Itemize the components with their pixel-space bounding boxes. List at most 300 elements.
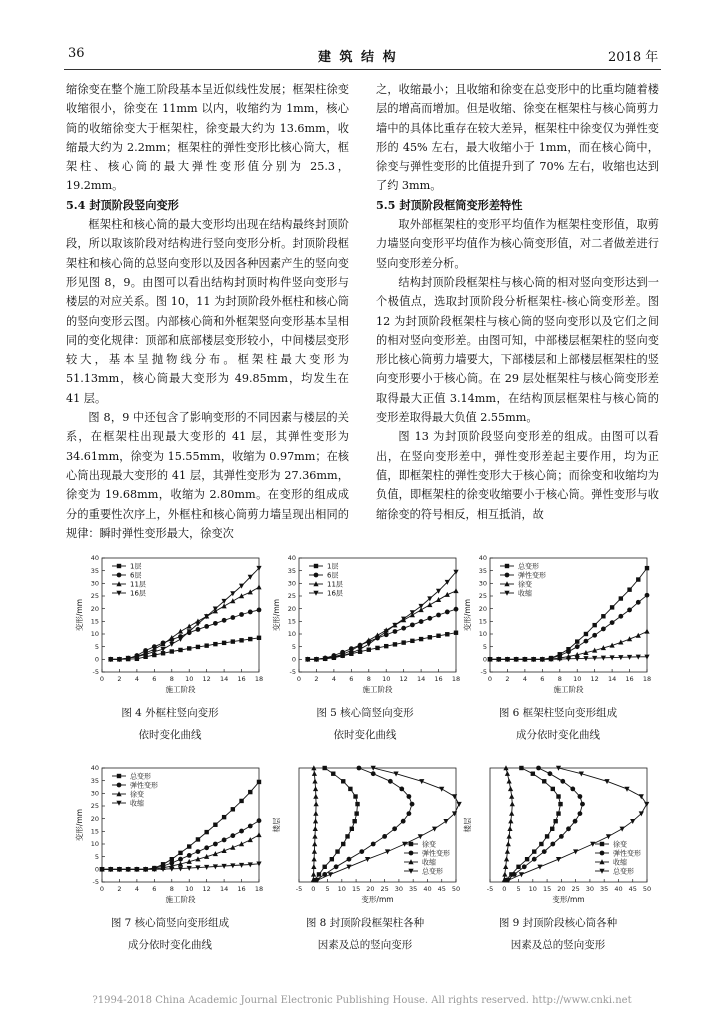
- data-point: [536, 766, 541, 771]
- figure-4-chart: [72, 550, 267, 700]
- x-tick-label: 4: [522, 675, 527, 683]
- y-tick-label: 10: [478, 630, 487, 639]
- data-point: [427, 616, 432, 621]
- x-tick-label: 40: [614, 885, 623, 893]
- x-tick-label: 18: [642, 675, 652, 683]
- x-tick-label: 25: [571, 885, 580, 893]
- y-tick-label: 40: [478, 554, 487, 563]
- series-line: [504, 768, 512, 880]
- data-point: [610, 605, 614, 609]
- y-axis-label: 变形/mm: [75, 598, 84, 632]
- figure-7-chart: [72, 760, 267, 910]
- x-tick-label: 6: [540, 675, 545, 683]
- y-tick-label: 35: [478, 566, 487, 575]
- x-tick-label: 2: [117, 675, 122, 683]
- data-point: [384, 644, 388, 648]
- paragraph: 缩徐变在整个施工阶段基本呈近似线性发展；框架柱徐变收缩很小，徐变在 11mm 以内，收缩约为 1mm，核心筒的收缩徐变大于框架柱，徐变最大约为 13.6mm，收缩最大约为 2.2mm；框架柱的弹性变形比核心筒大，框架柱、核心筒的最大弹性变形值分别为 25.3，19.2mm。: [66, 83, 349, 193]
- x-axis-label: 变形/mm: [552, 895, 585, 904]
- data-point: [187, 624, 192, 629]
- data-point: [610, 620, 615, 625]
- data-point: [312, 841, 317, 846]
- data-point: [314, 801, 319, 806]
- data-point: [601, 627, 606, 632]
- data-point: [366, 642, 371, 647]
- x-tick-label: 50: [451, 885, 461, 893]
- legend-label: 徐变: [518, 580, 532, 589]
- data-point: [312, 779, 317, 784]
- data-point: [222, 603, 227, 608]
- series-line: [111, 638, 259, 660]
- legend-marker: [117, 564, 121, 568]
- data-point: [231, 639, 235, 643]
- data-point: [196, 627, 201, 632]
- data-point: [170, 649, 174, 653]
- legend-marker: [505, 564, 509, 568]
- caption-line: 因素及总的竖向变形: [510, 939, 606, 951]
- data-point: [257, 818, 262, 823]
- data-point: [312, 771, 317, 776]
- data-point: [436, 613, 441, 618]
- x-tick-label: 30: [585, 885, 595, 893]
- x-axis-label: 施工阶段: [165, 685, 196, 694]
- data-point: [432, 827, 437, 832]
- data-point: [239, 612, 244, 617]
- data-point: [532, 849, 536, 853]
- y-tick-label: -5: [92, 668, 99, 677]
- data-point: [196, 837, 200, 841]
- y-tick-label: 20: [90, 604, 99, 613]
- data-point: [407, 794, 412, 799]
- caption-line: 图 9 封顶阶段核心筒各种: [498, 917, 618, 929]
- paragraph: 框架柱和核心筒的最大变形均出现在结构最终封顶阶段，所以取该阶段对结构进行竖向变形分析。封顶阶段框架柱和核心筒的总竖向变形以及因各种因素产生的竖向变形见图 8，9。由图可以看出结构封顶时构件竖向变形与楼层的对应关系。图 10，11 为封顶阶段外框柱和核心筒的竖向变形云图。内部核心筒和外框架竖向变形基本呈相同的变化规律：顶部和底部楼层变形较小，中间楼层变形较大，基本呈抛物线分布。框架柱最大变形为 51.13mm，核心筒最大变形为 49.85mm，均发生在 41 层。: [66, 218, 349, 405]
- data-point: [439, 787, 444, 792]
- figure-4-caption: [70, 702, 270, 746]
- x-tick-label: -5: [486, 885, 494, 893]
- data-point: [311, 872, 316, 877]
- y-axis-label: 变形/mm: [75, 808, 84, 842]
- data-point: [239, 638, 243, 642]
- legend-label: 收缩: [518, 589, 532, 598]
- data-point: [248, 610, 253, 615]
- data-point: [644, 802, 649, 807]
- x-tick-label: 35: [600, 885, 609, 893]
- data-point: [334, 864, 339, 869]
- data-point: [239, 841, 244, 846]
- x-tick-label: 14: [416, 675, 426, 683]
- data-point: [550, 842, 555, 847]
- data-point: [559, 834, 564, 839]
- legend-marker: [409, 851, 414, 856]
- y-tick-label: 25: [478, 592, 487, 601]
- data-point: [239, 799, 243, 803]
- x-tick-label: 6: [152, 885, 157, 893]
- legend-label: 弹性变形: [422, 849, 450, 858]
- x-axis-label: 施工阶段: [165, 895, 196, 904]
- x-tick-label: 25: [380, 885, 389, 893]
- figure-9-caption: [458, 912, 658, 956]
- right-column: [376, 80, 659, 524]
- data-point: [558, 802, 562, 806]
- data-point: [312, 834, 317, 839]
- series-line: [111, 610, 259, 659]
- data-point: [508, 818, 513, 823]
- series-line: [316, 768, 412, 880]
- data-point: [507, 826, 512, 831]
- data-point: [248, 790, 252, 794]
- left-column: [66, 80, 349, 543]
- paragraph: 图 8，9 中还包含了影响变形的不同因素与楼层的关系，在框架柱出现最大变形的 41 层，其弹性变形为 34.61mm，徐变为 15.55mm，收缩为 0.97mm；在核心筒出现最大变形的 41 层，其弹性变形为 27.36mm，徐变为 19.68mm，收缩为 2.80mm。在变形的组成成分的重要性次序上，外框柱和核心筒剪力墙呈现出相同的规律：瞬时弹性变形最大，徐变次: [66, 411, 349, 540]
- data-point: [213, 642, 217, 646]
- data-point: [584, 639, 589, 644]
- data-point: [312, 849, 317, 854]
- legend-label: 收缩: [422, 858, 436, 867]
- data-point: [317, 872, 321, 876]
- x-tick-label: 10: [185, 885, 194, 893]
- x-tick-label: 45: [628, 885, 637, 893]
- data-point: [257, 780, 261, 784]
- legend-label: 6层: [327, 571, 339, 580]
- data-point: [345, 834, 349, 838]
- data-point: [542, 849, 547, 854]
- y-tick-label: -5: [480, 668, 487, 677]
- legend-marker: [314, 564, 318, 568]
- data-point: [204, 643, 208, 647]
- x-tick-label: 5: [325, 885, 330, 893]
- data-point: [531, 772, 535, 776]
- x-tick-label: 14: [219, 675, 229, 683]
- data-point: [366, 638, 371, 643]
- data-point: [553, 819, 557, 823]
- data-point: [507, 834, 512, 839]
- data-point: [519, 766, 523, 770]
- x-tick-label: 2: [117, 885, 122, 893]
- section-heading: 5.5 封顶阶段框筒变形差特性: [376, 197, 523, 212]
- y-tick-label: 30: [90, 579, 99, 588]
- legend-label: 6层: [130, 571, 142, 580]
- data-point: [328, 872, 333, 877]
- x-tick-label: 12: [399, 675, 408, 683]
- x-tick-label: 14: [607, 675, 617, 683]
- data-point: [419, 604, 424, 609]
- y-tick-label: 10: [90, 630, 99, 639]
- x-tick-label: 16: [237, 885, 246, 893]
- y-tick-label: -5: [92, 878, 99, 887]
- data-point: [443, 819, 448, 824]
- data-point: [427, 602, 432, 607]
- data-point: [352, 819, 356, 823]
- data-point: [347, 857, 352, 862]
- x-tick-label: 0: [311, 885, 316, 893]
- data-point: [578, 794, 583, 799]
- data-point: [256, 832, 261, 837]
- legend-marker: [117, 774, 121, 778]
- data-point: [556, 811, 560, 815]
- data-point: [590, 842, 595, 847]
- data-point: [393, 629, 398, 634]
- data-point: [510, 801, 515, 806]
- x-tick-label: 10: [185, 675, 194, 683]
- y-tick-label: 5: [291, 642, 296, 651]
- x-tick-label: 15: [351, 885, 361, 893]
- x-tick-label: 0: [296, 675, 302, 683]
- year-label: 2018 年: [608, 50, 659, 65]
- data-point: [512, 872, 517, 877]
- series-line: [313, 768, 316, 880]
- x-tick-label: 12: [202, 675, 211, 683]
- data-point: [519, 872, 524, 877]
- legend-label: 总变形: [130, 772, 151, 781]
- data-point: [248, 824, 253, 829]
- data-point: [525, 857, 529, 861]
- legend-marker: [409, 842, 413, 846]
- data-point: [627, 608, 632, 613]
- figure-4: [72, 550, 267, 700]
- legend-label: 徐变: [422, 840, 436, 849]
- data-point: [542, 779, 546, 783]
- y-tick-label: 25: [90, 592, 99, 601]
- data-point: [419, 619, 424, 624]
- y-tick-label: 15: [287, 617, 296, 626]
- data-point: [169, 635, 174, 640]
- figure-7: [72, 760, 267, 910]
- x-tick-label: 20: [366, 885, 375, 893]
- data-point: [592, 623, 596, 627]
- x-tick-label: 20: [557, 885, 566, 893]
- x-tick-label: 10: [337, 885, 346, 893]
- data-point: [313, 811, 318, 816]
- data-point: [410, 622, 415, 627]
- data-point: [401, 819, 406, 824]
- legend-label: 16层: [130, 589, 146, 598]
- data-point: [248, 837, 253, 842]
- data-point: [566, 826, 571, 831]
- data-point: [311, 864, 316, 869]
- data-point: [187, 844, 191, 848]
- data-point: [382, 834, 387, 839]
- data-point: [313, 818, 318, 823]
- x-tick-label: 8: [169, 885, 174, 893]
- x-tick-label: 6: [152, 675, 157, 683]
- data-point: [257, 636, 261, 640]
- legend-label: 弹性变形: [613, 849, 641, 858]
- data-point: [354, 811, 358, 815]
- data-point: [636, 577, 640, 581]
- data-point: [371, 842, 376, 847]
- legend-label: 16层: [327, 589, 343, 598]
- y-tick-label: 5: [94, 642, 99, 651]
- caption-line: 依时变化曲线: [138, 729, 202, 741]
- data-point: [187, 853, 192, 858]
- data-point: [222, 815, 226, 819]
- caption-line: 图 5 核心筒竖向变形: [316, 707, 414, 719]
- y-tick-label: 20: [478, 604, 487, 613]
- data-point: [350, 827, 354, 831]
- legend-label: 收缩: [613, 858, 627, 867]
- legend-marker: [117, 783, 122, 788]
- data-point: [239, 829, 244, 834]
- data-point: [230, 598, 235, 603]
- data-point: [222, 838, 227, 843]
- paragraph: 取外部框架柱的变形平均值作为框架柱变形值，取剪力墙竖向变形平均值作为核心筒变形值，对二者做差进行竖向变形差分析。: [376, 218, 659, 270]
- series-line: [102, 782, 259, 869]
- series-line: [507, 768, 582, 880]
- data-point: [248, 589, 253, 594]
- figure-5-chart: [269, 550, 464, 700]
- x-tick-label: 18: [254, 675, 264, 683]
- legend-label: 11层: [130, 580, 146, 589]
- data-point: [509, 794, 514, 799]
- data-point: [331, 772, 335, 776]
- data-point: [410, 639, 414, 643]
- x-tick-label: 35: [409, 885, 418, 893]
- data-point: [341, 779, 345, 783]
- paragraph: 之，收缩最小；且收缩和徐变在总变形中的比重均随着楼层的增高而增加。但是收缩、徐变在框架柱与核心筒剪力墙中的具体比重存在较大差异，框架柱中徐变仅为弹性变形的 45% 左右，最大收缩小于 1mm，而在核心筒中，徐变与弹性变形的比值提升到了 70% 左右，收缩也达到了约 3mm。: [376, 83, 659, 193]
- data-point: [578, 811, 583, 816]
- data-point: [516, 865, 520, 869]
- data-point: [313, 826, 318, 831]
- data-point: [313, 794, 318, 799]
- data-point: [436, 597, 441, 602]
- data-point: [548, 771, 553, 776]
- data-point: [503, 864, 508, 869]
- data-point: [410, 802, 415, 807]
- x-tick-label: 8: [169, 675, 174, 683]
- data-point: [196, 645, 200, 649]
- data-point: [187, 646, 191, 650]
- data-point: [178, 629, 183, 634]
- data-point: [532, 857, 537, 862]
- figure-6-chart: [460, 550, 655, 700]
- caption-line: 图 6 框架柱竖向变形组成: [498, 707, 618, 719]
- figure-9-chart: [460, 760, 655, 910]
- data-point: [570, 787, 575, 792]
- data-point: [393, 642, 397, 646]
- data-point: [601, 614, 605, 618]
- section-heading: 5.4 封顶阶段竖向变形: [66, 197, 179, 212]
- caption-line: 图 4 外框柱竖向变形: [121, 707, 219, 719]
- y-axis-label: 楼层: [463, 817, 472, 833]
- y-tick-label: 10: [287, 630, 296, 639]
- figure-6: [460, 550, 655, 700]
- data-point: [645, 593, 650, 598]
- data-point: [213, 823, 217, 827]
- x-tick-label: 8: [366, 675, 371, 683]
- y-tick-label: 40: [287, 554, 296, 563]
- data-point: [606, 834, 611, 839]
- data-point: [573, 849, 578, 854]
- x-tick-label: 8: [557, 675, 562, 683]
- paragraph: 结构封顶阶段框架柱与核心筒的相对竖向变形达到一个极值点，选取封顶阶段分析框架柱-核心筒变形差。图 12 为封顶阶段框架柱与核心筒的竖向变形以及它们之间的相对竖向变形差。由图可知，中部楼层框架柱的竖向变形比核心筒剪力墙要大，下部楼层和上部楼层框架柱的竖向变形要小于核心筒。在 29 层处框架柱与核心筒变形差取得最大正值 3.14mm，在结构顶层框架柱与核心筒的变形差取得最大负值 2.55mm。: [376, 275, 659, 425]
- data-point: [248, 637, 252, 641]
- data-point: [330, 857, 334, 861]
- y-tick-label: 35: [90, 566, 99, 575]
- data-point: [636, 633, 641, 638]
- y-tick-label: -5: [289, 668, 296, 677]
- data-point: [418, 834, 423, 839]
- caption-line: 依时变化曲线: [333, 729, 397, 741]
- y-tick-label: 15: [478, 617, 487, 626]
- data-point: [584, 632, 588, 636]
- x-tick-label: 12: [202, 885, 211, 893]
- caption-line: 成分依时变化曲线: [516, 729, 600, 741]
- x-tick-label: 30: [394, 885, 404, 893]
- y-tick-label: 40: [90, 764, 99, 773]
- legend-marker: [600, 851, 605, 856]
- data-point: [545, 834, 549, 838]
- data-point: [624, 787, 629, 792]
- data-point: [359, 849, 364, 854]
- caption-line: 成分依时变化曲线: [128, 939, 212, 951]
- series-line: [318, 768, 460, 880]
- data-point: [230, 833, 235, 838]
- caption-line: 因素及总的竖向变形: [317, 939, 413, 951]
- figure-7-caption: [70, 912, 270, 956]
- data-point: [539, 842, 543, 846]
- legend-label: 1层: [130, 562, 142, 571]
- x-tick-label: 16: [434, 675, 443, 683]
- data-point: [644, 629, 649, 634]
- data-point: [367, 648, 371, 652]
- legend-marker: [314, 573, 319, 578]
- y-tick-label: 0: [94, 655, 99, 664]
- data-point: [506, 841, 511, 846]
- legend-marker: [505, 573, 510, 578]
- x-tick-label: 14: [219, 885, 229, 893]
- data-point: [169, 642, 174, 647]
- legend-label: 收缩: [130, 799, 144, 808]
- data-point: [204, 624, 209, 629]
- data-point: [401, 640, 405, 644]
- data-point: [619, 596, 623, 600]
- y-axis-label: 变形/mm: [463, 598, 472, 632]
- data-point: [204, 845, 209, 850]
- caption-line: 图 7 核心筒竖向变形组成: [110, 917, 230, 929]
- data-point: [445, 610, 450, 615]
- y-tick-label: 15: [90, 617, 99, 626]
- data-point: [419, 637, 423, 641]
- y-tick-label: 25: [90, 802, 99, 811]
- x-tick-label: 10: [382, 675, 391, 683]
- data-point: [560, 779, 565, 784]
- x-axis-label: 施工阶段: [362, 685, 393, 694]
- data-point: [322, 865, 326, 869]
- x-tick-label: 18: [451, 675, 461, 683]
- x-tick-label: 50: [642, 885, 652, 893]
- data-point: [257, 608, 262, 613]
- figure-6-caption: [458, 702, 658, 746]
- series-line: [315, 768, 358, 880]
- y-tick-label: 35: [90, 776, 99, 785]
- y-tick-label: 5: [482, 642, 487, 651]
- y-tick-label: 10: [90, 840, 99, 849]
- x-tick-label: 2: [505, 675, 510, 683]
- data-point: [620, 827, 625, 832]
- x-tick-label: 10: [573, 675, 582, 683]
- x-tick-label: 4: [331, 675, 336, 683]
- legend-marker: [117, 573, 122, 578]
- figure-8-caption: [265, 912, 465, 956]
- y-tick-label: 30: [287, 579, 296, 588]
- data-point: [410, 610, 415, 615]
- legend-label: 弹性变形: [130, 781, 158, 790]
- y-tick-label: 20: [90, 814, 99, 823]
- data-point: [556, 794, 560, 798]
- x-tick-label: 45: [437, 885, 446, 893]
- data-point: [454, 631, 458, 635]
- data-point: [178, 637, 183, 642]
- legend-label: 总变形: [518, 562, 539, 571]
- figure-8-chart: [269, 760, 464, 910]
